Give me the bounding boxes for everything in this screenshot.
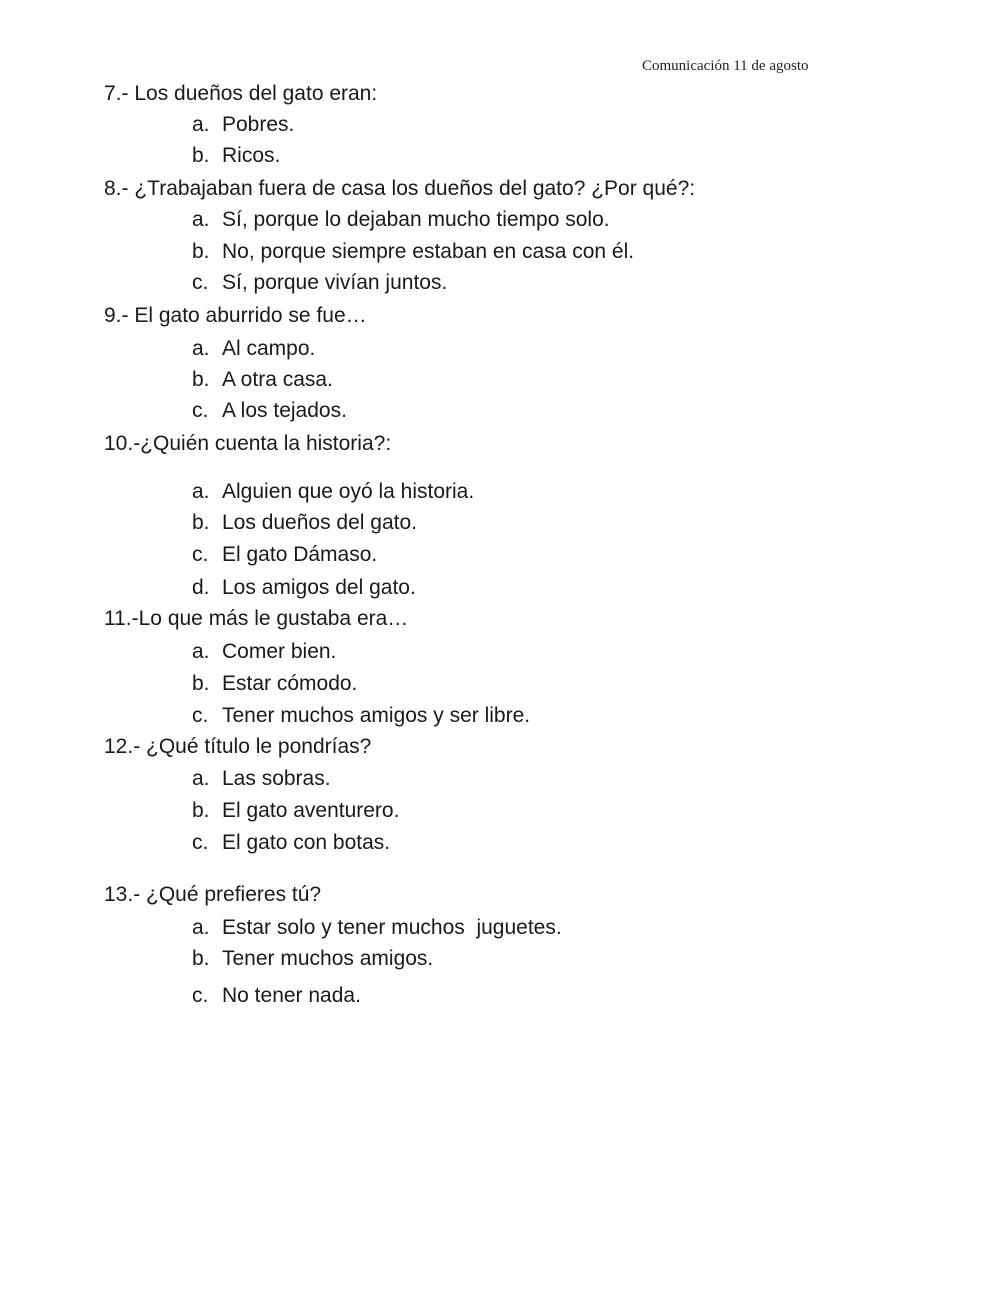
question-11-option-c[interactable] (192, 703, 530, 729)
question-10: 10.-¿Quién cuenta la historia?: (104, 432, 392, 455)
question-10-option-d[interactable] (192, 575, 416, 601)
option-letter: b. (192, 511, 210, 534)
header-note: Comunicación 11 de agosto (642, 58, 809, 74)
question-7-option-a[interactable] (192, 112, 294, 138)
option-text: Alguien que oyó la historia. (222, 480, 475, 503)
question-8-option-b[interactable] (192, 239, 634, 265)
question-9-option-b[interactable] (192, 367, 333, 393)
option-letter: a. (192, 337, 210, 360)
option-letter: b. (192, 368, 210, 391)
option-letter: a. (192, 640, 210, 663)
option-letter: d. (192, 576, 210, 599)
question-12-option-b[interactable] (192, 798, 399, 824)
question-11-option-a[interactable] (192, 639, 336, 665)
option-letter: a. (192, 480, 210, 503)
question-9-option-a[interactable] (192, 336, 315, 362)
question-7-option-b[interactable] (192, 143, 280, 169)
option-text: A los tejados. (222, 399, 347, 422)
option-text: Estar cómodo. (222, 672, 358, 695)
option-text: Tener muchos amigos y ser libre. (222, 704, 531, 727)
option-text: Tener muchos amigos. (222, 947, 434, 970)
question-13-option-a[interactable] (192, 915, 562, 941)
question-13-option-b[interactable] (192, 946, 433, 972)
option-text: Comer bien. (222, 640, 337, 663)
option-letter: a. (192, 916, 210, 939)
question-8-option-a[interactable] (192, 207, 610, 233)
question-11: 11.-Lo que más le gustaba era… (104, 607, 409, 630)
question-13: 13.- ¿Qué prefieres tú? (104, 883, 322, 906)
option-letter: b. (192, 947, 210, 970)
option-letter: a. (192, 767, 210, 790)
question-9: 9.- El gato aburrido se fue… (104, 304, 367, 327)
option-letter: b. (192, 144, 210, 167)
question-11-option-b[interactable] (192, 671, 357, 697)
option-text: Estar solo y tener muchos juguetes. (222, 916, 562, 939)
option-letter: c. (192, 984, 209, 1007)
option-letter: b. (192, 672, 210, 695)
question-12: 12.- ¿Qué título le pondrías? (104, 735, 372, 758)
question-12-option-c[interactable] (192, 830, 390, 856)
option-letter: b. (192, 240, 210, 263)
option-letter: a. (192, 113, 210, 136)
question-9-option-c[interactable] (192, 398, 347, 424)
option-text: Las sobras. (222, 767, 331, 790)
option-text: No tener nada. (222, 984, 361, 1007)
question-8-option-c[interactable] (192, 270, 447, 296)
option-letter: c. (192, 831, 209, 854)
option-text: Pobres. (222, 113, 295, 136)
question-10-option-a[interactable] (192, 479, 474, 505)
option-text: Sí, porque lo dejaban mucho tiempo solo. (222, 208, 610, 231)
option-text: Los dueños del gato. (222, 511, 417, 534)
option-text: Al campo. (222, 337, 316, 360)
option-letter: c. (192, 543, 209, 566)
option-text: El gato aventurero. (222, 799, 400, 822)
question-10-option-c[interactable] (192, 542, 377, 568)
option-text: A otra casa. (222, 368, 333, 391)
option-letter: c. (192, 399, 209, 422)
option-text: El gato Dámaso. (222, 543, 378, 566)
option-letter: a. (192, 208, 210, 231)
question-13-option-c[interactable] (192, 983, 361, 1009)
option-letter: c. (192, 271, 209, 294)
option-text: Sí, porque vivían juntos. (222, 271, 448, 294)
option-letter: c. (192, 704, 209, 727)
question-8: 8.- ¿Trabajaban fuera de casa los dueños del gato? ¿Por qué?: (104, 177, 696, 200)
option-text: Ricos. (222, 144, 281, 167)
question-7: 7.- Los dueños del gato eran: (104, 82, 378, 105)
option-text: El gato con botas. (222, 831, 391, 854)
question-10-option-b[interactable] (192, 510, 417, 536)
option-text: No, porque siempre estaban en casa con él. (222, 240, 635, 263)
option-letter: b. (192, 799, 210, 822)
option-text: Los amigos del gato. (222, 576, 416, 599)
question-12-option-a[interactable] (192, 766, 331, 792)
